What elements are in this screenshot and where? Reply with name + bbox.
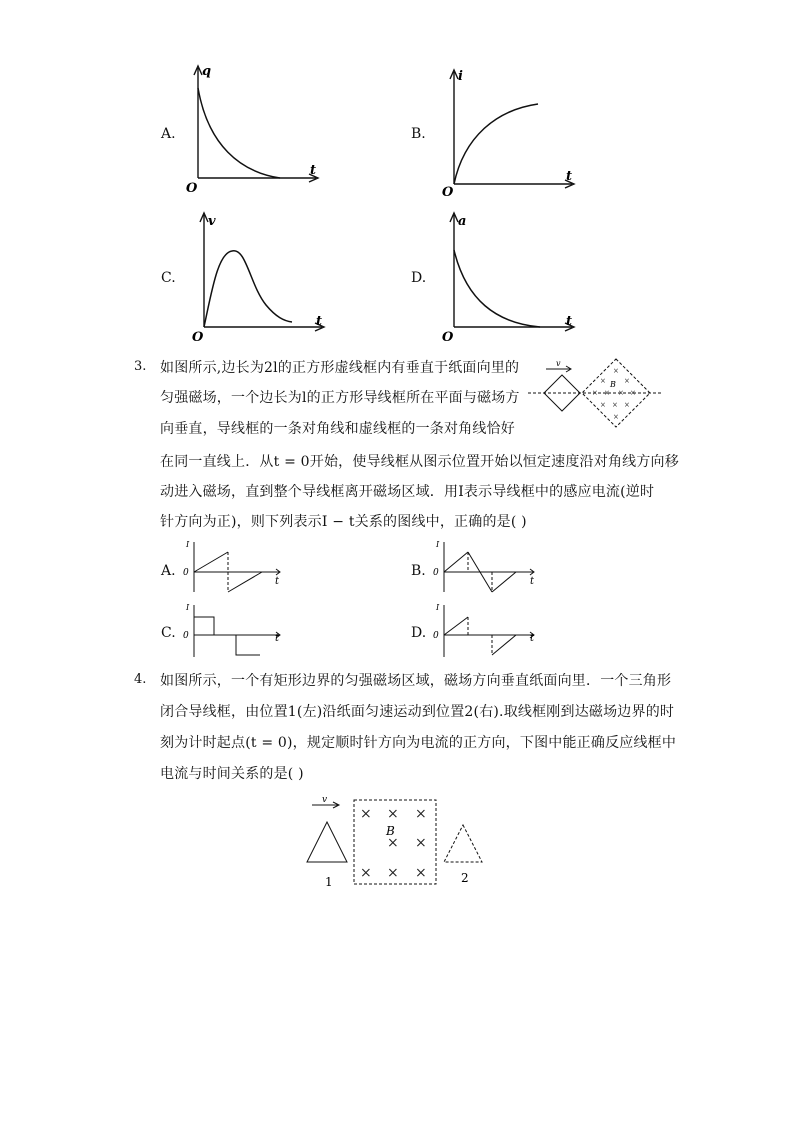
q2-option-a-letter[interactable]: A. — [161, 126, 176, 142]
q3-a-ylabel: I — [186, 540, 190, 549]
svg-text:×: × — [415, 835, 427, 851]
q3-graph-c — [180, 601, 290, 659]
svg-text:×: × — [612, 401, 618, 409]
q3-b-xlabel: t — [530, 576, 535, 587]
q2-d-origin: O — [442, 330, 454, 345]
q3-line-3: 向垂直，导线框的一条对角线和虚线框的一条对角线恰好 — [160, 421, 515, 437]
q2-c-xlabel: t — [316, 314, 323, 329]
q3-graph-d — [430, 601, 540, 659]
svg-text:×: × — [600, 377, 606, 385]
q3-line-4: 在同一直线上．从t = 0开始，使导线框从图示位置开始以恒定速度沿对角线方向移 — [160, 454, 679, 470]
q3-a-xlabel: t — [275, 576, 280, 587]
svg-text:×: × — [618, 389, 624, 397]
svg-text:×: × — [600, 401, 606, 409]
svg-text:×: × — [360, 865, 372, 881]
svg-text:×: × — [387, 865, 399, 881]
svg-text:×: × — [613, 367, 619, 375]
svg-text:×: × — [592, 389, 598, 397]
q3-fig-b: B — [610, 380, 616, 389]
svg-text:×: × — [624, 377, 630, 385]
q2-b-origin: O — [442, 185, 454, 197]
svg-text:×: × — [415, 806, 427, 822]
q3-line-5: 动进入磁场，直到整个导线框离开磁场区域．用I表示导线框中的感应电流(逆时 — [160, 484, 655, 500]
q3-d-ylabel: I — [436, 603, 440, 612]
svg-text:×: × — [604, 389, 610, 397]
q4-number: 4. — [134, 672, 147, 687]
q3-line-6: 针方向为正)，则下列表示I − t关系的图线中，正确的是( ) — [160, 514, 527, 530]
q4-figure — [298, 792, 498, 894]
svg-text:×: × — [387, 835, 399, 851]
q3-graph-a — [180, 538, 290, 596]
q3-c-xlabel: t — [275, 633, 280, 644]
q4-fig-pos2: 2 — [461, 871, 469, 885]
q4-fig-pos1: 1 — [325, 875, 333, 889]
q2-a-ylabel: q — [202, 64, 212, 79]
q4-line-3: 刻为计时起点(t = 0)，规定顺时针方向为电流的正方向，下图中能正确反应线框中 — [160, 735, 677, 751]
svg-text:×: × — [624, 401, 630, 409]
q2-d-xlabel: t — [566, 314, 573, 329]
q4-line-2: 闭合导线框，由位置1(左)沿纸面匀速运动到位置2(右).取线框刚到达磁场边界的时 — [160, 704, 675, 720]
q2-c-ylabel: v — [208, 214, 216, 229]
q3-option-d-letter[interactable]: D. — [411, 625, 427, 641]
svg-text:×: × — [387, 806, 399, 822]
q3-graph-b — [430, 538, 540, 596]
q2-graph-d — [436, 205, 586, 345]
q2-d-ylabel: a — [458, 214, 467, 229]
svg-text:×: × — [415, 865, 427, 881]
q2-graph-b — [436, 62, 586, 197]
q3-d-origin: 0 — [433, 631, 439, 641]
q3-b-ylabel: I — [436, 540, 440, 549]
q2-a-origin: O — [186, 181, 198, 195]
q2-option-d-letter[interactable]: D. — [411, 270, 427, 286]
q3-d-xlabel: t — [530, 633, 535, 644]
q3-b-origin: 0 — [433, 568, 439, 578]
svg-text:×: × — [360, 806, 372, 822]
q4-line-4: 电流与时间关系的是( ) — [160, 766, 304, 782]
q3-c-ylabel: I — [186, 603, 190, 612]
q4-fig-v: v — [322, 795, 328, 805]
q3-number: 3. — [134, 359, 147, 374]
q2-option-b-letter[interactable]: B. — [411, 126, 426, 142]
q3-fig-v: v — [556, 359, 561, 368]
q3-option-c-letter[interactable]: C. — [161, 625, 176, 641]
q2-option-c-letter[interactable]: C. — [161, 270, 176, 286]
svg-text:×: × — [613, 413, 619, 421]
q2-b-xlabel: t — [566, 169, 573, 184]
q4-line-1: 如图所示，一个有矩形边界的匀强磁场区域，磁场方向垂直纸面向里．一个三角形 — [160, 673, 672, 689]
q3-figure — [526, 357, 666, 429]
svg-text:×: × — [630, 389, 636, 397]
q3-line-2: 匀强磁场，一个边长为l的正方形导线框所在平面与磁场方 — [160, 390, 520, 406]
q3-a-origin: 0 — [183, 568, 189, 578]
q2-graph-c — [186, 205, 336, 345]
q3-option-a-letter[interactable]: A. — [161, 563, 176, 579]
q3-option-b-letter[interactable]: B. — [411, 563, 426, 579]
q2-graph-a — [180, 60, 330, 195]
q2-b-ylabel: i — [458, 69, 463, 84]
q4-fig-b: B — [386, 824, 395, 838]
q3-line-1: 如图所示,边长为2l的正方形虚线框内有垂直于纸面向里的 — [160, 360, 520, 376]
q2-a-xlabel: t — [310, 163, 317, 178]
q3-c-origin: 0 — [183, 631, 189, 641]
q2-c-origin: O — [192, 330, 204, 345]
